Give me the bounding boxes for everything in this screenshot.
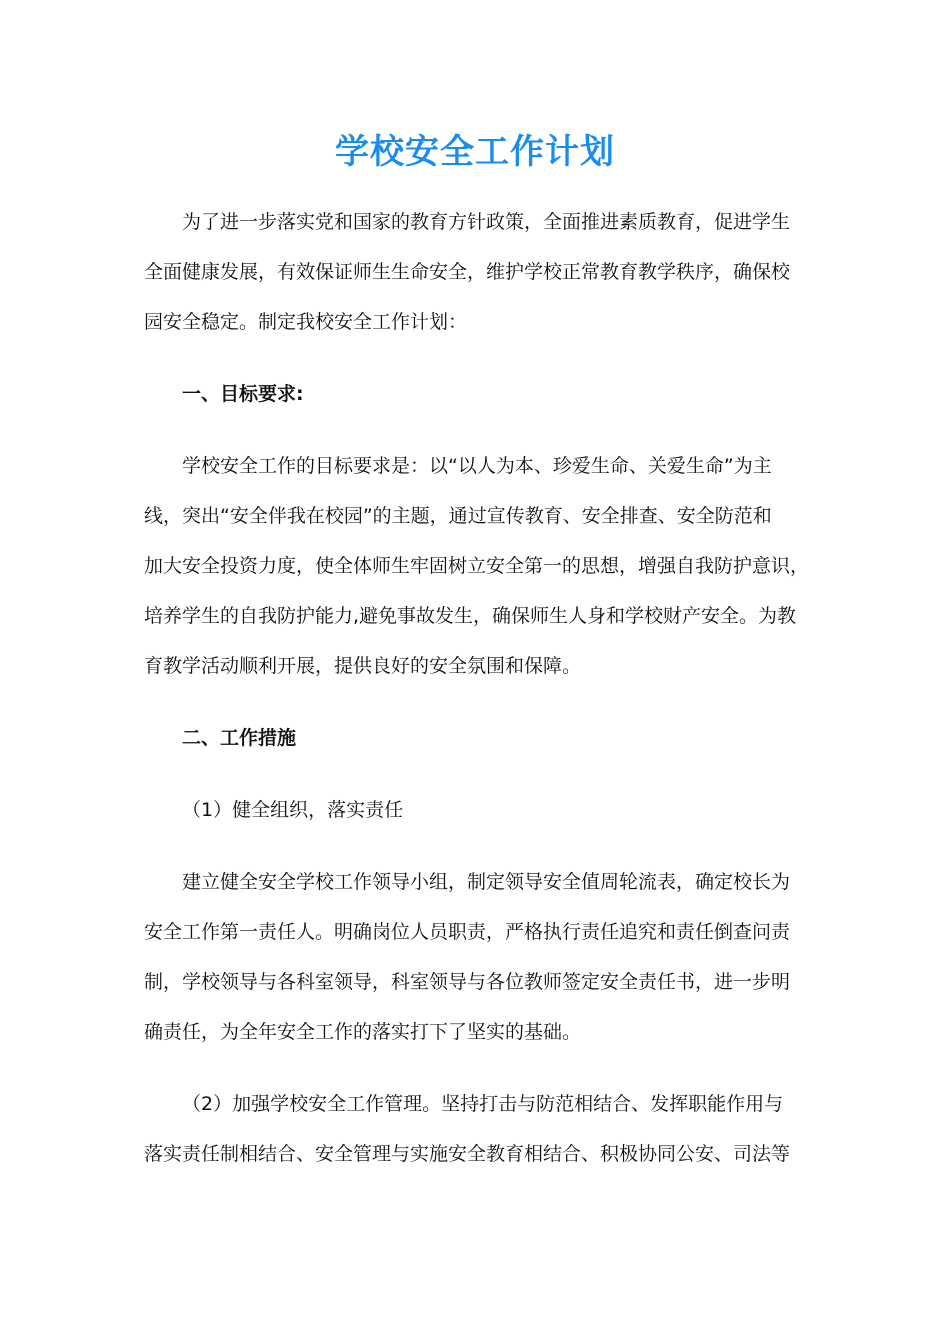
measure-2-line-1: （2）加强学校安全工作管理。坚持打击与防范相结合、发挥职能作用与 — [182, 1093, 784, 1115]
measure-1-line-3: 制，学校领导与各科室领导，科室领导与各位教师签定安全责任书，进一步明 — [144, 971, 791, 993]
measure-1-line-2: 安全工作第一责任人。明确岗位人员职责，严格执行责任追究和责任倒查问责 — [144, 921, 791, 943]
goals-line-4: 培养学生的自我防护能力,避免事故发生，确保师生人身和学校财产安全。为教 — [144, 605, 797, 627]
section-heading-goals: 一、目标要求: — [182, 383, 304, 405]
measure-1-title: （1）健全组织，落实责任 — [182, 799, 404, 821]
goals-line-1: 学校安全工作的目标要求是：以“以人为本、珍爱生命、关爱生命”为主 — [182, 455, 772, 477]
intro-line-1: 为了进一步落实党和国家的教育方针政策，全面推进素质教育，促进学生 — [182, 211, 791, 233]
goals-line-3: 加大安全投资力度，使全体师生牢固树立安全第一的思想，增强自我防护意识， — [144, 555, 810, 577]
goals-line-2: 线，突出“安全伴我在校园”的主题，通过宣传教育、安全排查、安全防范和 — [144, 505, 772, 527]
section-heading-measures: 二、工作措施 — [182, 727, 297, 749]
goals-line-5: 育教学活动顺利开展，提供良好的安全氛围和保障。 — [144, 655, 582, 677]
intro-line-2: 全面健康发展，有效保证师生生命安全，维护学校正常教育教学秩序，确保校 — [144, 261, 791, 283]
document-title: 学校安全工作计划 — [335, 132, 615, 172]
measure-1-line-4: 确责任，为全年安全工作的落实打下了坚实的基础。 — [144, 1021, 582, 1043]
intro-line-3: 园安全稳定。制定我校安全工作计划： — [144, 311, 468, 333]
measure-2-line-2: 落实责任制相结合、安全管理与实施安全教育相结合、积极协同公安、司法等 — [144, 1143, 791, 1165]
measure-1-line-1: 建立健全安全学校工作领导小组，制定领导安全值周轮流表，确定校长为 — [182, 871, 791, 893]
